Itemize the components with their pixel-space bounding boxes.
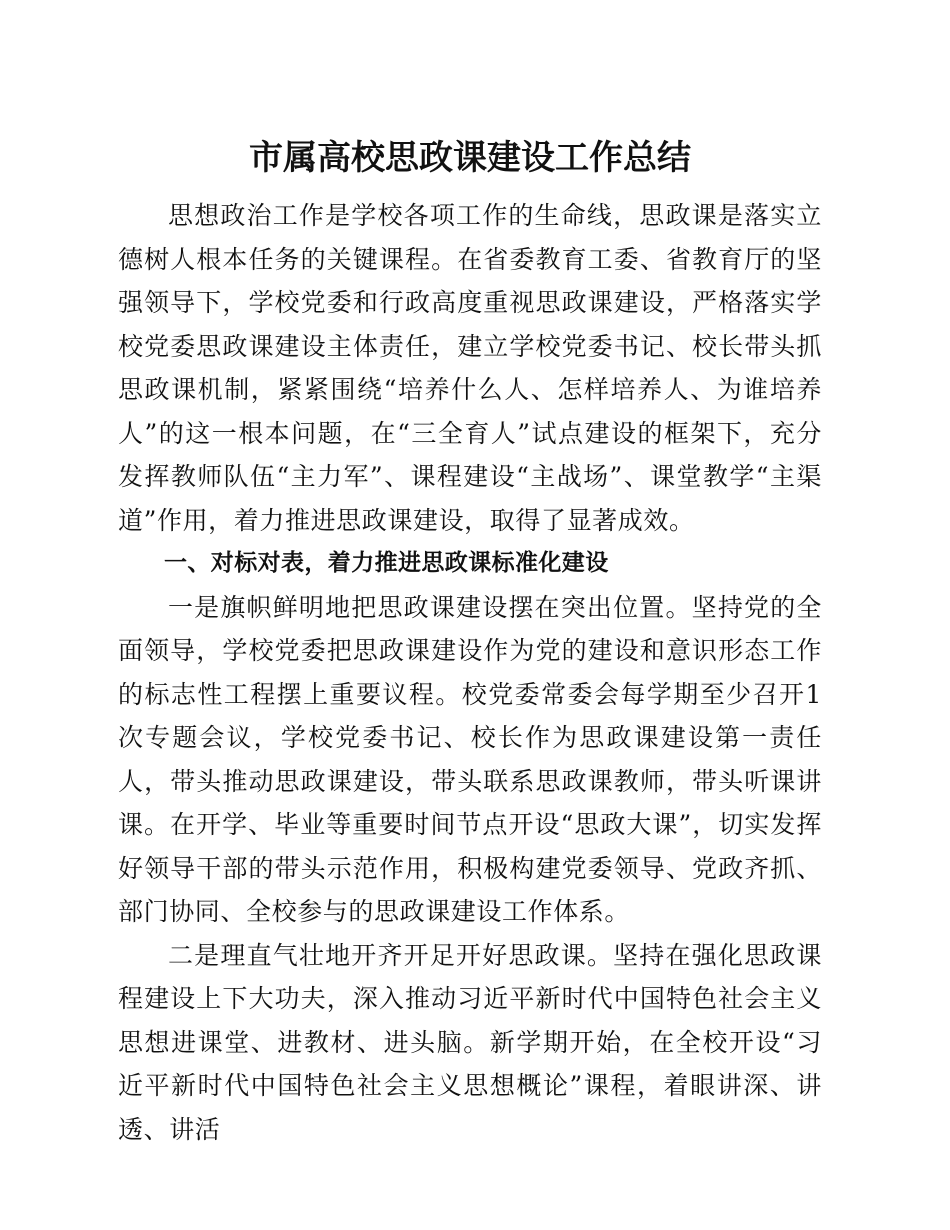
document-title: 市属高校思政课建设工作总结: [249, 138, 691, 178]
document-page: [118, 128, 822, 1151]
intro-paragraph: 思想政治工作是学校各项工作的生命线，思政课是落实立德树人根本任务的关键课程。在省委教育工委、省教育厅的坚强领导下，学校党委和行政高度重视思政课建设，严格落实学校党委思政课建设主体责任，建立学校党委书记、校长带头抓思政课机制，紧紧围绕“培养什么人、怎样培养人、为谁培养人”的这一根本问题，在“三全育人”试点建设的框架下，充分发挥教师队伍“主力军”、课程建设“主战场”、课堂教学“主渠道”作用，着力推进思政课建设，取得了显著成效。: [118, 201, 822, 535]
body-paragraph: 一是旗帜鲜明地把思政课建设摆在突出位置。坚持党的全面领导，学校党委把思政课建设作为党的建设和意识形态工作的标志性工程摆上重要议程。校党委常委会每学期至少召开1次专题会议，学校党委书记、校长作为思政课建设第一责任人，带头推动思政课建设，带头联系思政课教师，带头听课讲课。在开学、毕业等重要时间节点开设“思政大课”，切实发挥好领导干部的带头示范作用，积极构建党委领导、党政齐抓、部门协同、全校参与的思政课建设工作体系。: [118, 592, 822, 926]
body-paragraph: 二是理直气壮地开齐开足开好思政课。坚持在强化思政课程建设上下大功夫，深入推动习近平新时代中国特色社会主义思想进课堂、进教材、进头脑。新学期开始，在全校开设“习近平新时代中国特色社会主义思想概论”课程，着眼讲深、讲透、讲活: [118, 940, 822, 1144]
section-heading: 一、对标对表，着力推进思政课标准化建设: [164, 550, 609, 576]
